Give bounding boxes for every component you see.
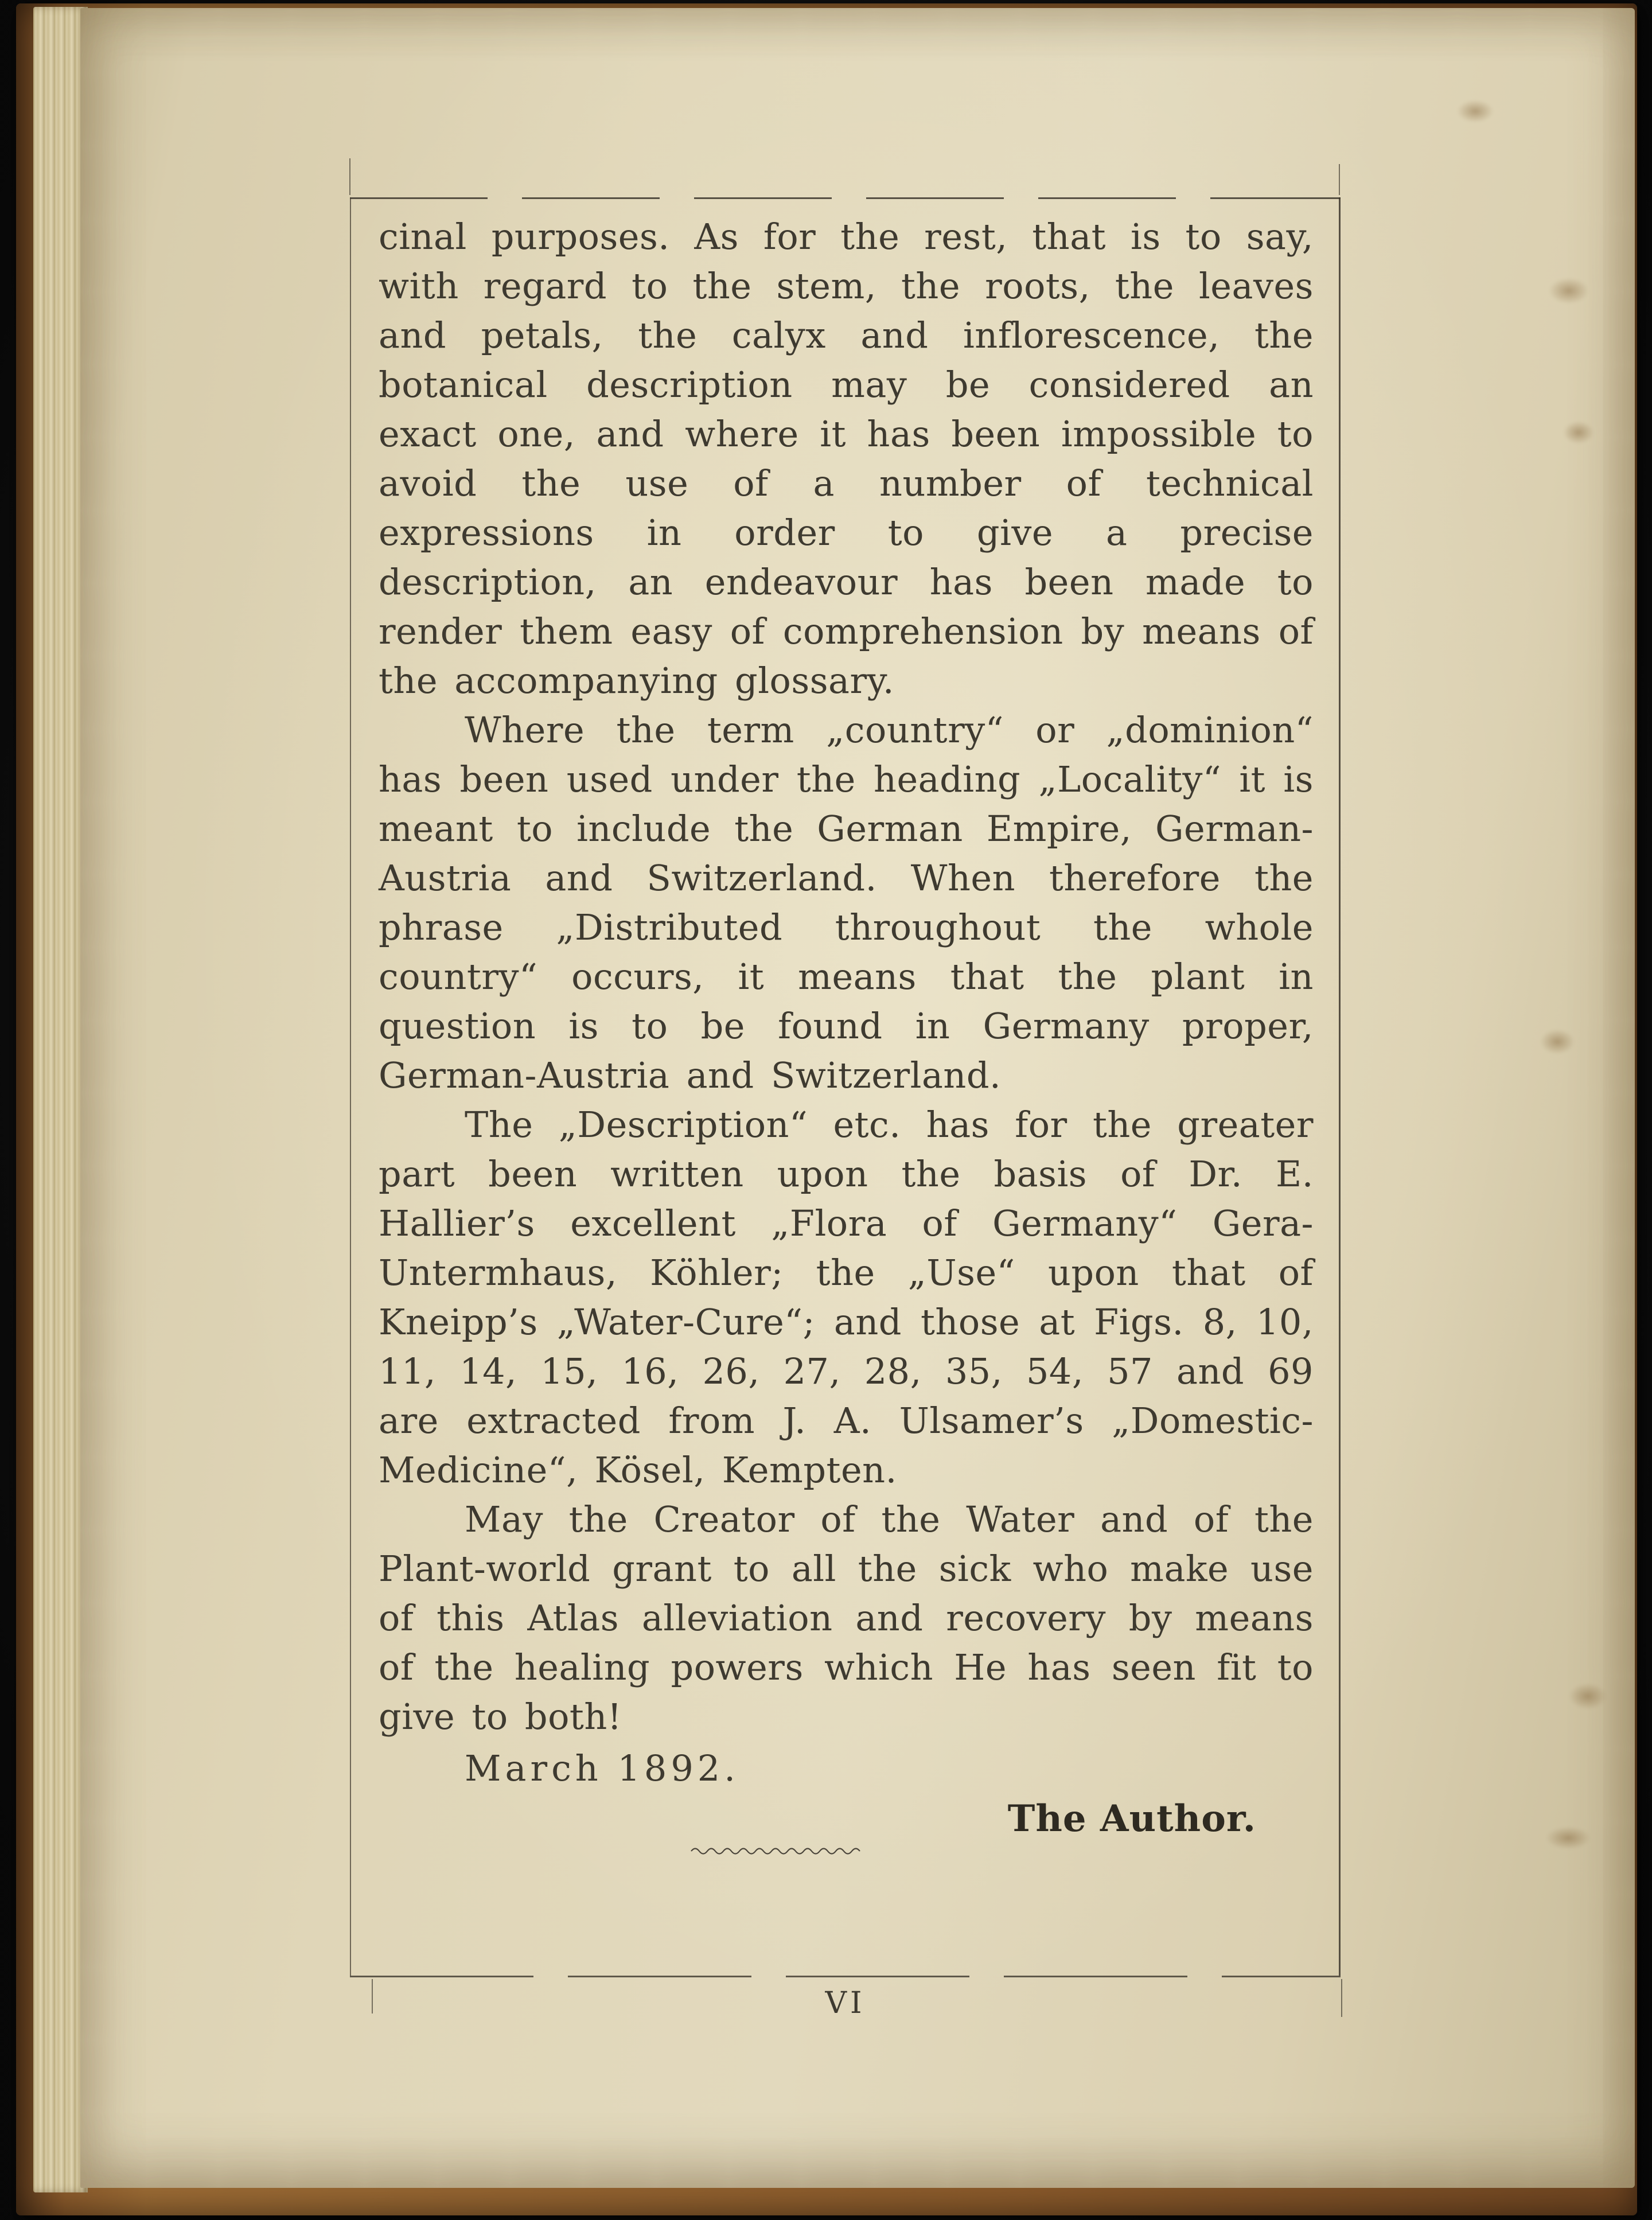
page-number: VI bbox=[825, 1986, 866, 2020]
author-signature: The Author. bbox=[1007, 1797, 1256, 1840]
frame-tick-mark bbox=[1341, 1979, 1342, 2017]
frame-border-bottom bbox=[350, 1976, 1341, 1977]
book-page bbox=[80, 8, 1635, 2188]
preface-paragraph: cinal purposes. As for the rest, that is to say, with regard to the stem, the roots, the leaves and petals, the calyx and inflorescence, the botanical description may be considered an exact one, and where it has been impossible to avoid the use of a number of technical expressions in order to give a precise description, an endeavour has been made to render them easy of comprehension by means of the accompanying glossary. bbox=[379, 216, 1314, 702]
paper-stain bbox=[1569, 1683, 1607, 1709]
paper-stain bbox=[1549, 278, 1589, 304]
page-stack-edges bbox=[33, 7, 88, 2192]
frame-tick-mark bbox=[349, 158, 350, 195]
preface-paragraph: The „Description“ etc. has for the greater part been written upon the basis of Dr. E. Hallier’s excellent „Flora of Germany“ Gera-Untermhaus, Köhler; the „Use“ upon that of Kneipp’s „Water-Cure“; and those at Figs. 8, 10, 11, 14, 15, 16, 26, 27, 28, 35, 54, 57 and 69 are extracted from J. A. Ulsamer’s „Domestic-Medicine“, Kösel, Kempten. bbox=[379, 1104, 1314, 1491]
preface-paragraph: May the Creator of the Water and of the Plant-world grant to all the sick who make use of this Atlas alleviation and recovery by means of the healing powers which He has seen fit to give to both! bbox=[379, 1498, 1314, 1738]
paper-stain bbox=[1546, 1826, 1591, 1849]
paper-stain bbox=[1540, 1029, 1575, 1054]
frame-tick-mark bbox=[1339, 164, 1340, 195]
preface-paragraph: Where the term „country“ or „dominion“ has been used under the heading „Locality“ it is meant to include the German Empire, German-Austria and Switzerland. When therefore the phrase „Distributed throughout the whole country“ occurs, it means that the plant in question is to be found in Germany proper, German-Austria and Switzerland. bbox=[379, 709, 1314, 1096]
paper-stain bbox=[1563, 421, 1594, 444]
paper-stain bbox=[1457, 100, 1494, 123]
text-frame bbox=[350, 197, 1341, 1976]
squiggle-ornament bbox=[310, 1846, 1245, 1857]
date-line: March 1892. bbox=[465, 1747, 739, 1789]
